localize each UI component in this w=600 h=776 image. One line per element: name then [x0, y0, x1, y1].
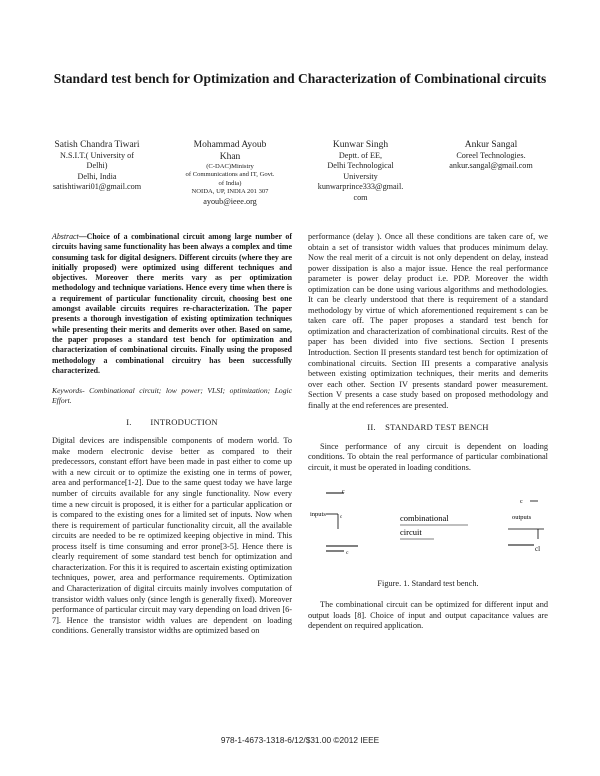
figure-caption: Figure. 1. Standard test bench. — [377, 579, 479, 589]
keywords: Keywords- Combinational circuit; low power; VLSI; optimization; Logic Effort. — [52, 386, 292, 405]
author-2 — [170, 139, 290, 207]
author-location: Delhi, India — [77, 171, 117, 181]
section-heading-standard-test-bench: II. STANDARD TEST BENCH — [367, 422, 489, 433]
label-combinational: combinational — [400, 513, 449, 524]
author-name: Ankur Sangal — [464, 140, 518, 150]
author-email[interactable]: ayoub@ieee.org — [203, 196, 257, 206]
section2-paragraph: Since performance of any circuit is dependent on loading conditions. To obtain the real performance of particular combinational circuit, it must be operated in loading conditions. — [308, 441, 548, 472]
author-name: Kunwar Singh — [332, 140, 389, 150]
author-email[interactable]: kunwarprince333@gmail. — [317, 182, 404, 192]
author-location: NOIDA, UP, INDIA 201 307 — [191, 188, 269, 196]
author-affiliation: University — [343, 171, 378, 181]
author-name: Mohammad Ayoub — [193, 140, 267, 150]
author-1 — [32, 139, 162, 193]
author-email[interactable]: satishtiwari01@gmail.com — [52, 182, 142, 192]
author-name-cont: Khan — [219, 152, 241, 162]
label-cl: cl — [535, 545, 541, 554]
label-circuit: circuit — [400, 527, 422, 538]
abstract-text: —Choice of a combinational circuit among large number of circuits having same functionality has been always a complex and time consuming task for digital designers. Different circuits (where they are initially proposed) were optimized using different techniques and objectives. Moreover there merits vary as per optimization methodology and technique variations. Hence every time when there is a requirement of particular functionality circuit, choosing best one amongst available circuits requires re-characterization. The paper presents a thorough investigation of existing optimization techniques while presenting their merits and demerits over other. Based on same, the paper proposes a standard test bench for optimization and characterization of combinational circuits. Finally using the proposed methodology a combinational circuitry has been successfully characterized. — [52, 232, 292, 375]
abstract-lead: Abstract — [52, 232, 79, 241]
introduction-continued: performance (delay ). Once all these conditions are taken care of, we obtain a set of transistor width values that produces minimum delay. Now the real merit of a circuit is not only dependent on delay, instead power dissipation is also a major issue. Hence the real performance parameter is power delay product i.e. PDP. Moreover the width optimization can be done using various algorithms and methodologies. It can be clearly understood that there is requirement of a standard methodology by virtue of which aforementioned requirement s can be taken care off. The paper proposes a standard test bench for optimization and characterization of combinational circuits. Rest of the paper has been divided into five sections. Section I presents Introduction. Section II presents standard test bench for optimization of combinational circuits. Section III presents a comparative analysis between existing optimization techniques, their merits and demerits over each other. Section IV presents standard power measurement. Section V presents a case study based on proposed methodology and finally at the end references are presented. — [308, 232, 548, 410]
author-affiliation: N.S.I.T.( University of — [60, 151, 134, 160]
paper-title: Standard test bench for Optimization and Characterization of Combinational circuits — [53, 71, 547, 86]
test-bench-diagram — [308, 481, 548, 571]
author-affiliation: Coreel Technologies. — [456, 151, 526, 160]
author-affiliation: (C-DAC)Ministry — [206, 163, 254, 170]
author-affiliation: Delhi) — [86, 161, 108, 171]
abstract — [52, 232, 292, 376]
label-c-mid-left: c — [340, 515, 343, 521]
author-email-cont[interactable]: com — [353, 192, 368, 202]
label-c-top-right: c — [520, 499, 523, 506]
left-column — [52, 232, 292, 637]
author-email[interactable]: ankur.sangal@gmail.com — [449, 161, 533, 171]
author-name: Satish Chandra Tiwari — [54, 140, 140, 150]
author-affiliation: Deptt. of EE, — [338, 151, 383, 160]
label-outputs: outputs — [512, 514, 532, 522]
right-column — [308, 232, 548, 632]
author-affiliation: of India) — [218, 179, 242, 187]
author-3 — [298, 139, 423, 203]
label-c-top-left: c — [342, 489, 345, 496]
copyright-footer: 978-1-4673-1318-6/12/$31.00 ©2012 IEEE — [220, 735, 380, 745]
label-c-bottom-left: c — [346, 550, 349, 557]
author-block — [40, 139, 560, 219]
figure-standard-test-bench — [308, 481, 548, 571]
author-affiliation: of Communications and IT, Govt. — [185, 171, 275, 179]
section-heading-introduction: I. INTRODUCTION — [126, 416, 218, 427]
introduction-paragraph: Digital devices are indispensible components of modern world. To make modern electronic devise better as compared to their predecessors, constant effort have been made in past either to come up with a new circuit or to optimize the existing one in terms of power, area and performance[1-2]. Due to the same quest today we have large number of circuits available for any single functionality. Now every time a new circuit is proposed, it is either for a particular application or is compared to the existing ones for a limited set of inputs. Now when there is requirement of particular functionality circuit, all the available circuits are needed to be re optimized keeping objective in mind. This process itself is time consuming and error prone[3-5]. Hence there is clearly requirement of some standard test bench for optimization and characterization. For this it is required to ascertain existing optimization techniques, power, area and performance requirements. Optimization and Characterization of digital circuits mainly involves computation of transistor width values only (since length is generally fixed). Moreover performance of particular circuit may vary depending on load driven [6-7]. Hence the transistor width values are dependent on loading conditions. Generally transistor widths are optimized based on — [52, 436, 292, 636]
label-inputs: inputs — [310, 511, 326, 519]
final-paragraph: The combinational circuit can be optimized for different input and output loads [8]. Choice of input and output capacitance values are dependent on required application. — [308, 600, 548, 631]
author-4 — [432, 139, 550, 172]
author-affiliation: Delhi Technological — [327, 161, 394, 171]
